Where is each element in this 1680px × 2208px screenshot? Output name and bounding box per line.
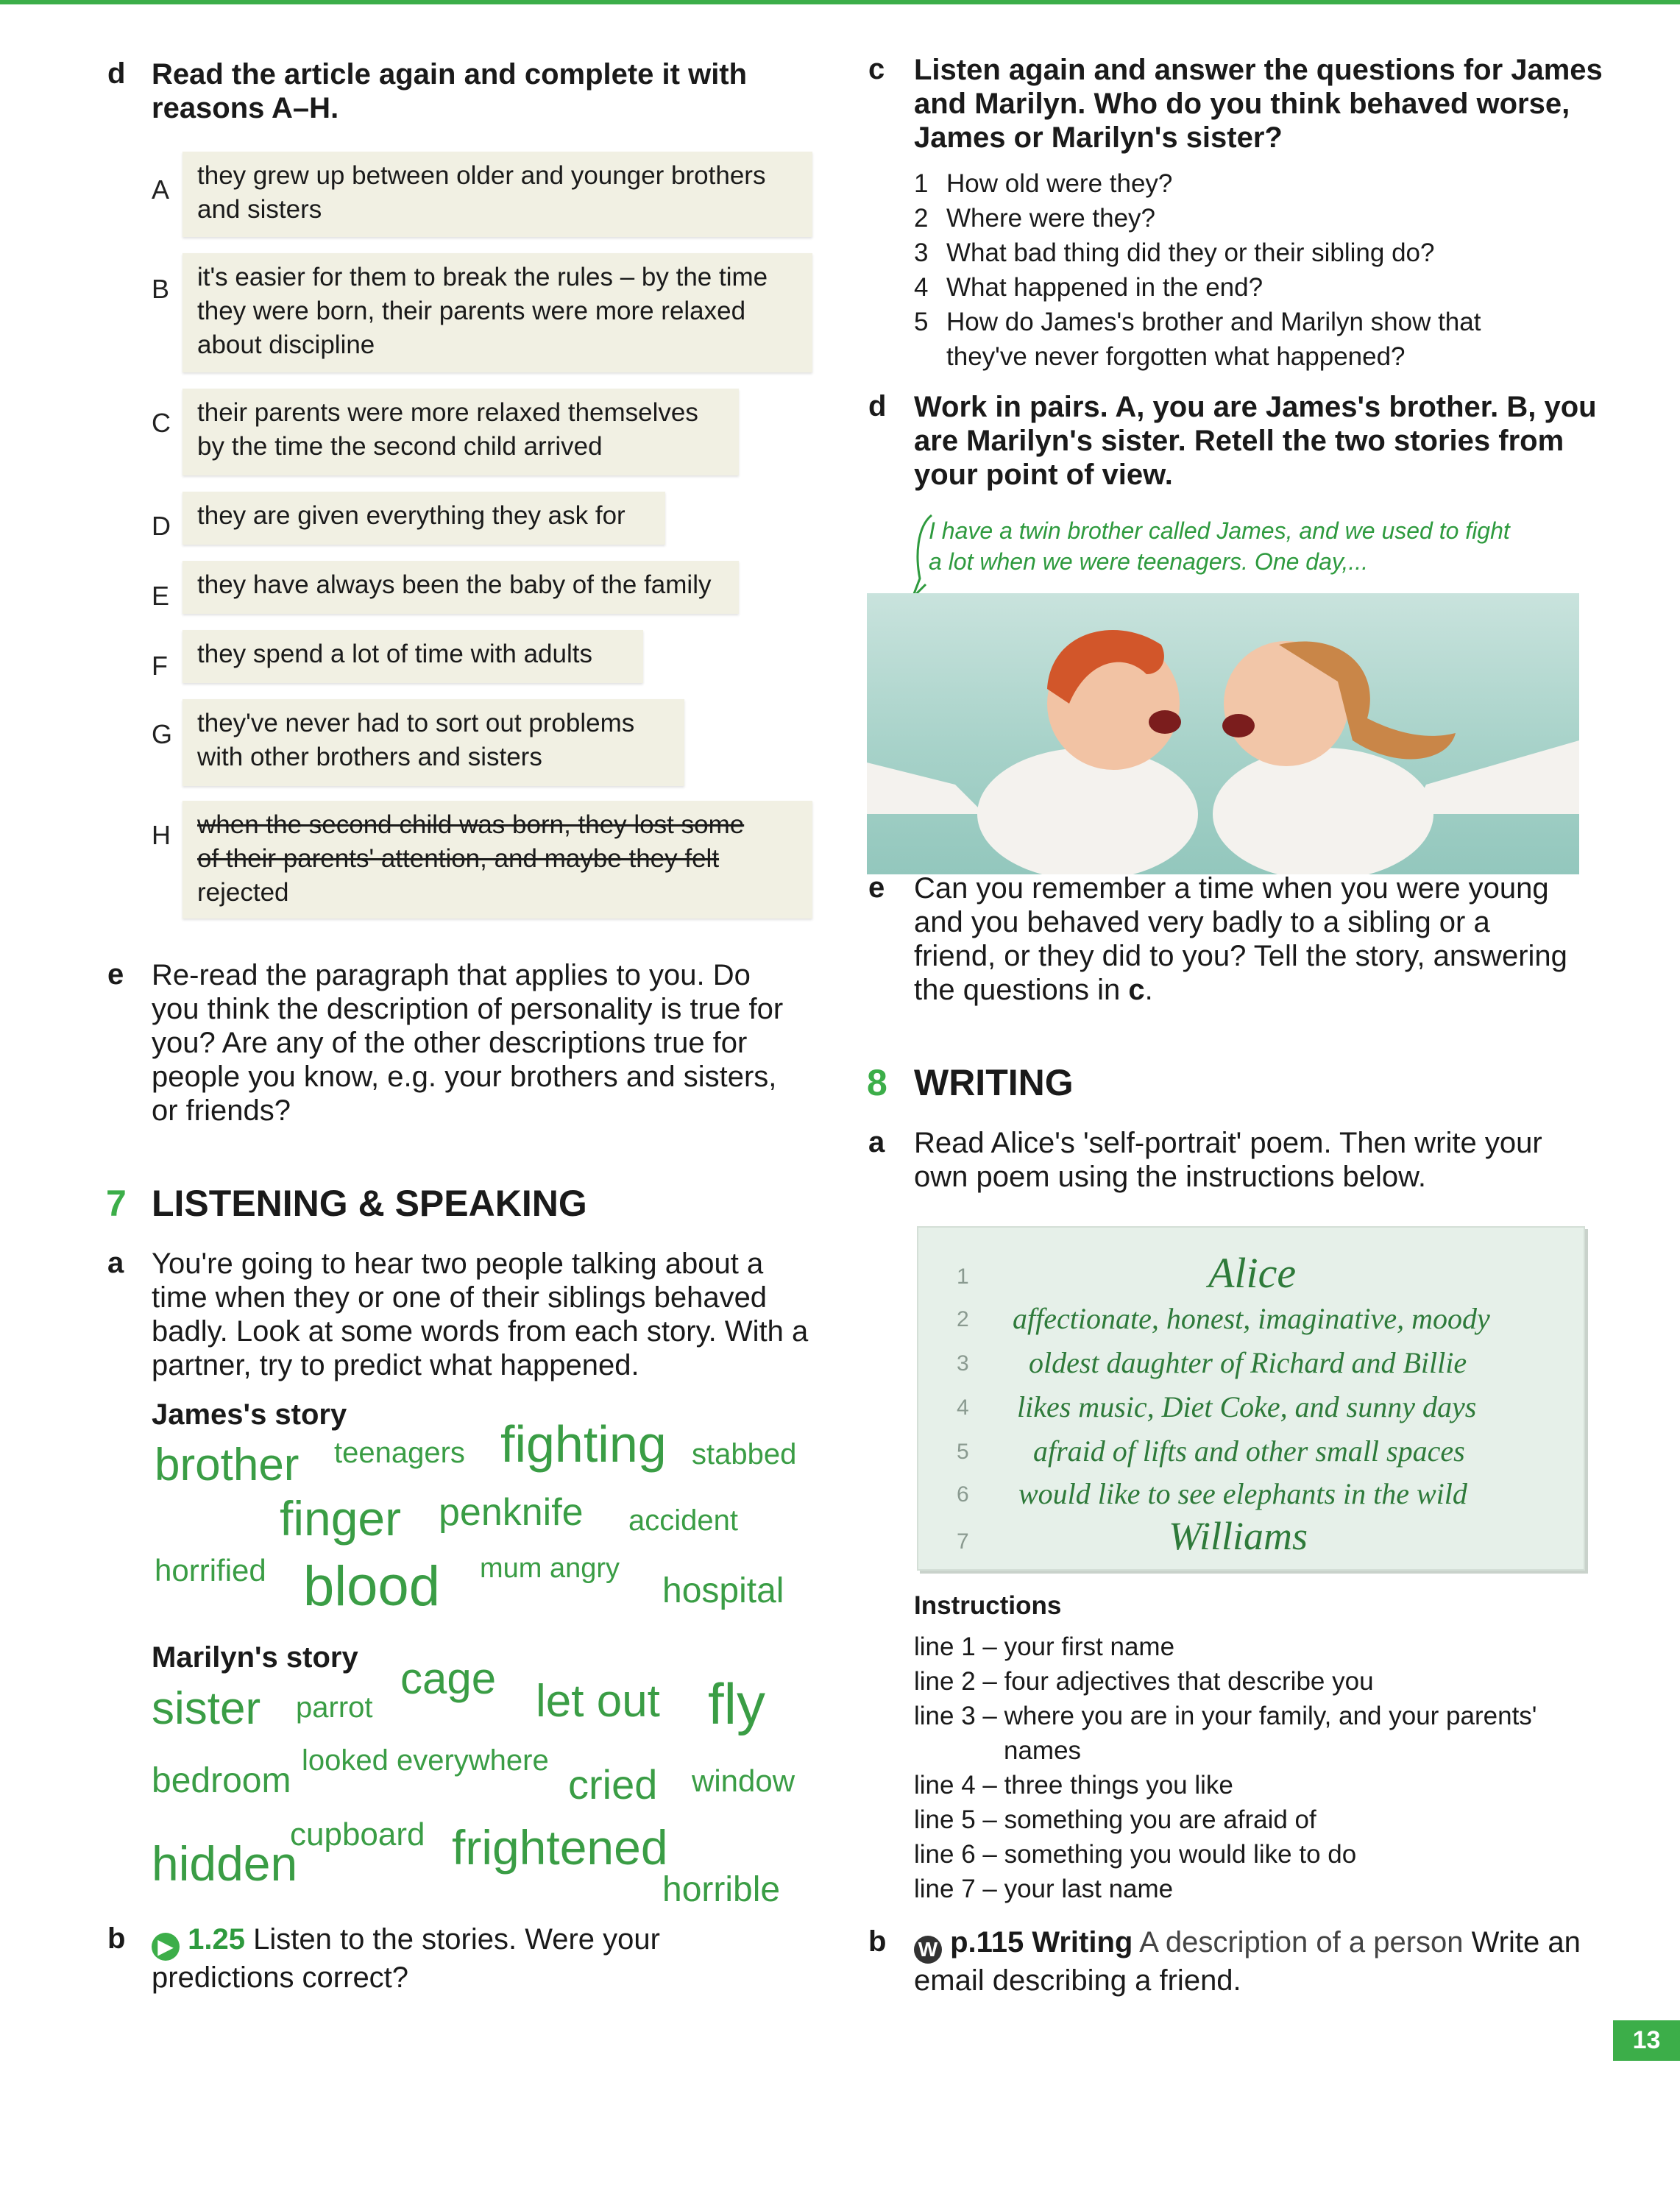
poem-line: afraid of lifts and other small spaces (1033, 1434, 1465, 1468)
section-7-number: 7 (106, 1183, 127, 1224)
instruction-line: or friends? (152, 1094, 291, 1127)
reason-line: they spend a lot of time with adults (197, 640, 592, 668)
reason-line: they've never had to sort out problems (197, 709, 635, 737)
exercise-e-label: e (107, 958, 124, 991)
instruction-line: Read Alice's 'self-portrait' poem. Then write your (914, 1127, 1542, 1159)
exercise-8a-instruction (914, 1126, 1542, 1194)
reason-line: their parents were more relaxed themselves (197, 398, 698, 427)
instruction-line: you think the description of personality is true for (152, 993, 784, 1025)
word-blood: blood (303, 1555, 440, 1618)
section-7-title: LISTENING & SPEAKING (152, 1183, 587, 1224)
top-accent-line (0, 0, 1680, 4)
instruction-line (152, 1922, 660, 1961)
word-frightened: frightened (452, 1820, 668, 1875)
instruction-line (914, 1925, 1581, 1964)
question-text: What bad thing did they or their sibling do? (946, 238, 1435, 267)
reason-line: about discipline (197, 330, 375, 359)
exercise-d-label: d (107, 57, 126, 90)
question-text: How old were they? (946, 169, 1173, 198)
exercise-e-right-instruction (914, 871, 1567, 1007)
list-item (914, 305, 1481, 339)
role-a: A (1115, 391, 1137, 423)
reason-box-a (182, 152, 812, 237)
poem-line-number: 3 (957, 1351, 969, 1376)
reason-box-g (182, 699, 684, 786)
instruction-item: line 5 – something you are afraid of (914, 1805, 1316, 1834)
reason-letter-h: H (152, 820, 171, 850)
text: . (1144, 974, 1153, 1006)
marilyn-story-title: Marilyn's story (152, 1641, 358, 1674)
section-8-title: WRITING (914, 1062, 1074, 1103)
instructions-title: Instructions (914, 1591, 1062, 1620)
reason-letter-b: B (152, 274, 170, 304)
exercise-7b-instruction (152, 1922, 660, 1995)
list-item (914, 201, 1481, 236)
audio-icon[interactable]: ▶ (152, 1933, 180, 1961)
question-number: 1 (914, 169, 929, 198)
word-mum-angry: mum angry (480, 1553, 620, 1584)
poem-line-number: 5 (957, 1440, 969, 1464)
poem-line: oldest daughter of Richard and Billie (1029, 1346, 1467, 1379)
reason-box-c (182, 389, 739, 475)
word-looked-everywhere: looked everywhere (302, 1744, 549, 1777)
question-list (914, 166, 1481, 374)
instruction-line: badly. Look at some words from each story. With a (152, 1315, 809, 1348)
page-number: 13 (1613, 2020, 1680, 2061)
instruction-line: own poem using the instructions below. (914, 1161, 1426, 1193)
reason-line: they have always been the baby of the family (197, 570, 712, 599)
reason-box-b (182, 253, 812, 372)
instruction-line: Listen again and answer the questions for James (914, 54, 1603, 86)
poem-line-number: 2 (957, 1307, 969, 1331)
poem-last-name: Williams (1169, 1514, 1308, 1558)
instruction-item: line 7 – your last name (914, 1875, 1174, 1903)
reason-line: by the time the second child arrived (197, 432, 603, 461)
instruction-line: predictions correct? (152, 1961, 409, 1994)
word-fly: fly (708, 1671, 765, 1736)
instruction-line: email describing a friend. (914, 1964, 1241, 1997)
reason-letter-g: G (152, 719, 173, 749)
instruction-line: Read the article again and complete it with (152, 58, 748, 91)
word-finger: finger (280, 1491, 402, 1546)
james-story-title: James's story (152, 1398, 347, 1431)
reason-letter-e: E (152, 581, 170, 611)
poem-line-number: 7 (957, 1529, 969, 1554)
instruction-line: and Marilyn. Who do you think behaved worse, (914, 88, 1570, 120)
writing-reference[interactable]: p.115 Writing (950, 1926, 1133, 1958)
exercise-d-right-instruction (914, 390, 1597, 492)
audio-track-number: 1.25 (188, 1923, 245, 1956)
instruction-item: line 2 – four adjectives that describe you (914, 1667, 1374, 1696)
word-cried: cried (568, 1761, 658, 1808)
text: , you are James's brother. (1136, 391, 1507, 423)
reason-line: they are given everything they ask for (197, 501, 625, 530)
poem-line-number: 4 (957, 1395, 969, 1420)
reason-letter-f: F (152, 651, 168, 681)
exercise-c-instruction (914, 53, 1603, 155)
text: Work in pairs. (914, 391, 1116, 423)
reason-box-h (182, 801, 812, 919)
list-item (914, 236, 1481, 270)
exercise-e-instruction (152, 958, 783, 1128)
instruction-line (914, 973, 1567, 1007)
poem-line: would like to see elephants in the wild (1018, 1477, 1467, 1510)
children-shouting-illustration (867, 593, 1579, 874)
writing-icon[interactable]: W (914, 1936, 942, 1964)
instruction-line: You're going to hear two people talking about a (152, 1248, 764, 1280)
reason-box-e (182, 561, 739, 614)
instruction-item: line 4 – three things you like (914, 1771, 1233, 1800)
instruction-line: James or Marilyn's sister? (914, 121, 1283, 154)
reason-line: they were born, their parents were more relaxed (197, 297, 746, 325)
instruction-line: your point of view. (914, 459, 1173, 491)
word-bedroom: bedroom (152, 1761, 291, 1800)
speech-line: a lot when we were teenagers. One day,... (929, 548, 1369, 575)
word-let-out: let out (536, 1676, 660, 1727)
reason-letter-d: D (152, 511, 171, 541)
instruction-line: people you know, e.g. your brothers and sisters, (152, 1061, 777, 1093)
reason-line: they grew up between older and younger brothers (197, 161, 766, 190)
section-8-number: 8 (867, 1062, 887, 1103)
poem-line: likes music, Diet Coke, and sunny days (1017, 1390, 1477, 1423)
word-stabbed: stabbed (692, 1438, 797, 1471)
word-teenagers: teenagers (334, 1437, 465, 1469)
list-item (914, 270, 1481, 305)
instruction-line: friend, or they did to you? Tell the story, answering (914, 940, 1567, 972)
instruction-line: reasons A–H. (152, 92, 339, 124)
exercise-d-instruction (152, 57, 747, 125)
word-accident: accident (628, 1504, 738, 1537)
reason-line: of their parents' attention, and maybe they felt (197, 844, 720, 873)
exercise-8b-label: b (868, 1925, 887, 1958)
poem-card (917, 1226, 1585, 1571)
question-text: Where were they? (946, 204, 1156, 233)
reason-line: when the second child was born, they lost some (197, 810, 745, 839)
instruction-line (914, 390, 1597, 424)
word-hospital: hospital (662, 1571, 784, 1610)
word-penknife: penknife (439, 1491, 584, 1534)
question-number: 5 (914, 308, 929, 336)
list-item (914, 166, 1481, 201)
exercise-c-label: c (868, 53, 885, 85)
writing-reference-title: A description of a person (1133, 1926, 1464, 1958)
siblings-photo (867, 593, 1579, 874)
instruction-line: and you behaved very badly to a sibling or a (914, 906, 1490, 938)
instructions-list (914, 1630, 1537, 1906)
poem-line: affectionate, honest, imaginative, moody (1013, 1302, 1490, 1335)
word-brother: brother (155, 1440, 300, 1490)
instruction-item: line 1 – your first name (914, 1632, 1175, 1661)
word-hidden: hidden (152, 1836, 298, 1891)
instruction-item: names (1004, 1736, 1082, 1765)
exercise-d-right-label: d (868, 390, 887, 422)
instruction-line: partner, try to predict what happened. (152, 1349, 639, 1381)
instruction-line: Can you remember a time when you were young (914, 872, 1549, 905)
question-number: 3 (914, 238, 929, 267)
reason-line: it's easier for them to break the rules – by the time (197, 263, 768, 291)
text: Write an (1471, 1926, 1581, 1958)
reason-box-f (182, 630, 643, 683)
speech-example (929, 515, 1510, 577)
exercise-8a-label: a (868, 1126, 885, 1158)
question-text: How do James's brother and Marilyn show that (946, 308, 1481, 336)
poem-first-name: Alice (1208, 1249, 1297, 1297)
instruction-line: are Marilyn's sister. Retell the two stories from (914, 425, 1564, 457)
word-horrified: horrified (155, 1553, 266, 1588)
exercise-7a-instruction (152, 1247, 808, 1382)
instruction-text: Listen to the stories. Were your (253, 1923, 660, 1956)
question-number: 4 (914, 273, 929, 302)
reason-letter-a: A (152, 174, 170, 205)
instruction-line: you? Are any of the other descriptions true for (152, 1027, 748, 1059)
reason-letter-c: C (152, 408, 171, 438)
reason-line: with other brothers and sisters (197, 743, 542, 771)
speech-line: I have a twin brother called James, and we used to fight (929, 517, 1510, 544)
text: the questions in (914, 974, 1129, 1006)
exercise-e-right-label: e (868, 871, 885, 904)
reason-box-d (182, 492, 665, 545)
question-text: they've never forgotten what happened? (946, 342, 1406, 371)
reason-line: and sisters (197, 195, 322, 224)
word-window: window (692, 1763, 795, 1798)
word-cage: cage (400, 1654, 497, 1703)
instruction-item: line 6 – something you would like to do (914, 1840, 1357, 1869)
text: , you (1528, 391, 1597, 423)
word-sister: sister (152, 1683, 261, 1734)
word-fighting: fighting (500, 1415, 667, 1473)
question-number: 2 (914, 204, 929, 233)
role-b: B (1506, 391, 1528, 423)
exercise-8b-instruction (914, 1925, 1581, 1998)
instruction-line: time when they or one of their siblings behaved (152, 1281, 768, 1314)
word-parrot: parrot (296, 1691, 373, 1724)
list-item (914, 339, 1481, 374)
reason-line: rejected (197, 878, 289, 907)
question-text: What happened in the end? (946, 273, 1263, 302)
exercise-7b-label: b (107, 1922, 126, 1955)
instruction-item: line 3 – where you are in your family, and your parents' (914, 1702, 1537, 1730)
word-cupboard: cupboard (290, 1816, 425, 1853)
poem-line-number: 6 (957, 1482, 969, 1507)
exercise-7a-label: a (107, 1247, 124, 1279)
poem-line-number: 1 (957, 1264, 969, 1289)
reference-c: c (1128, 974, 1145, 1006)
instruction-line: Re-read the paragraph that applies to you. Do (152, 959, 751, 991)
word-horrible: horrible (662, 1870, 781, 1909)
